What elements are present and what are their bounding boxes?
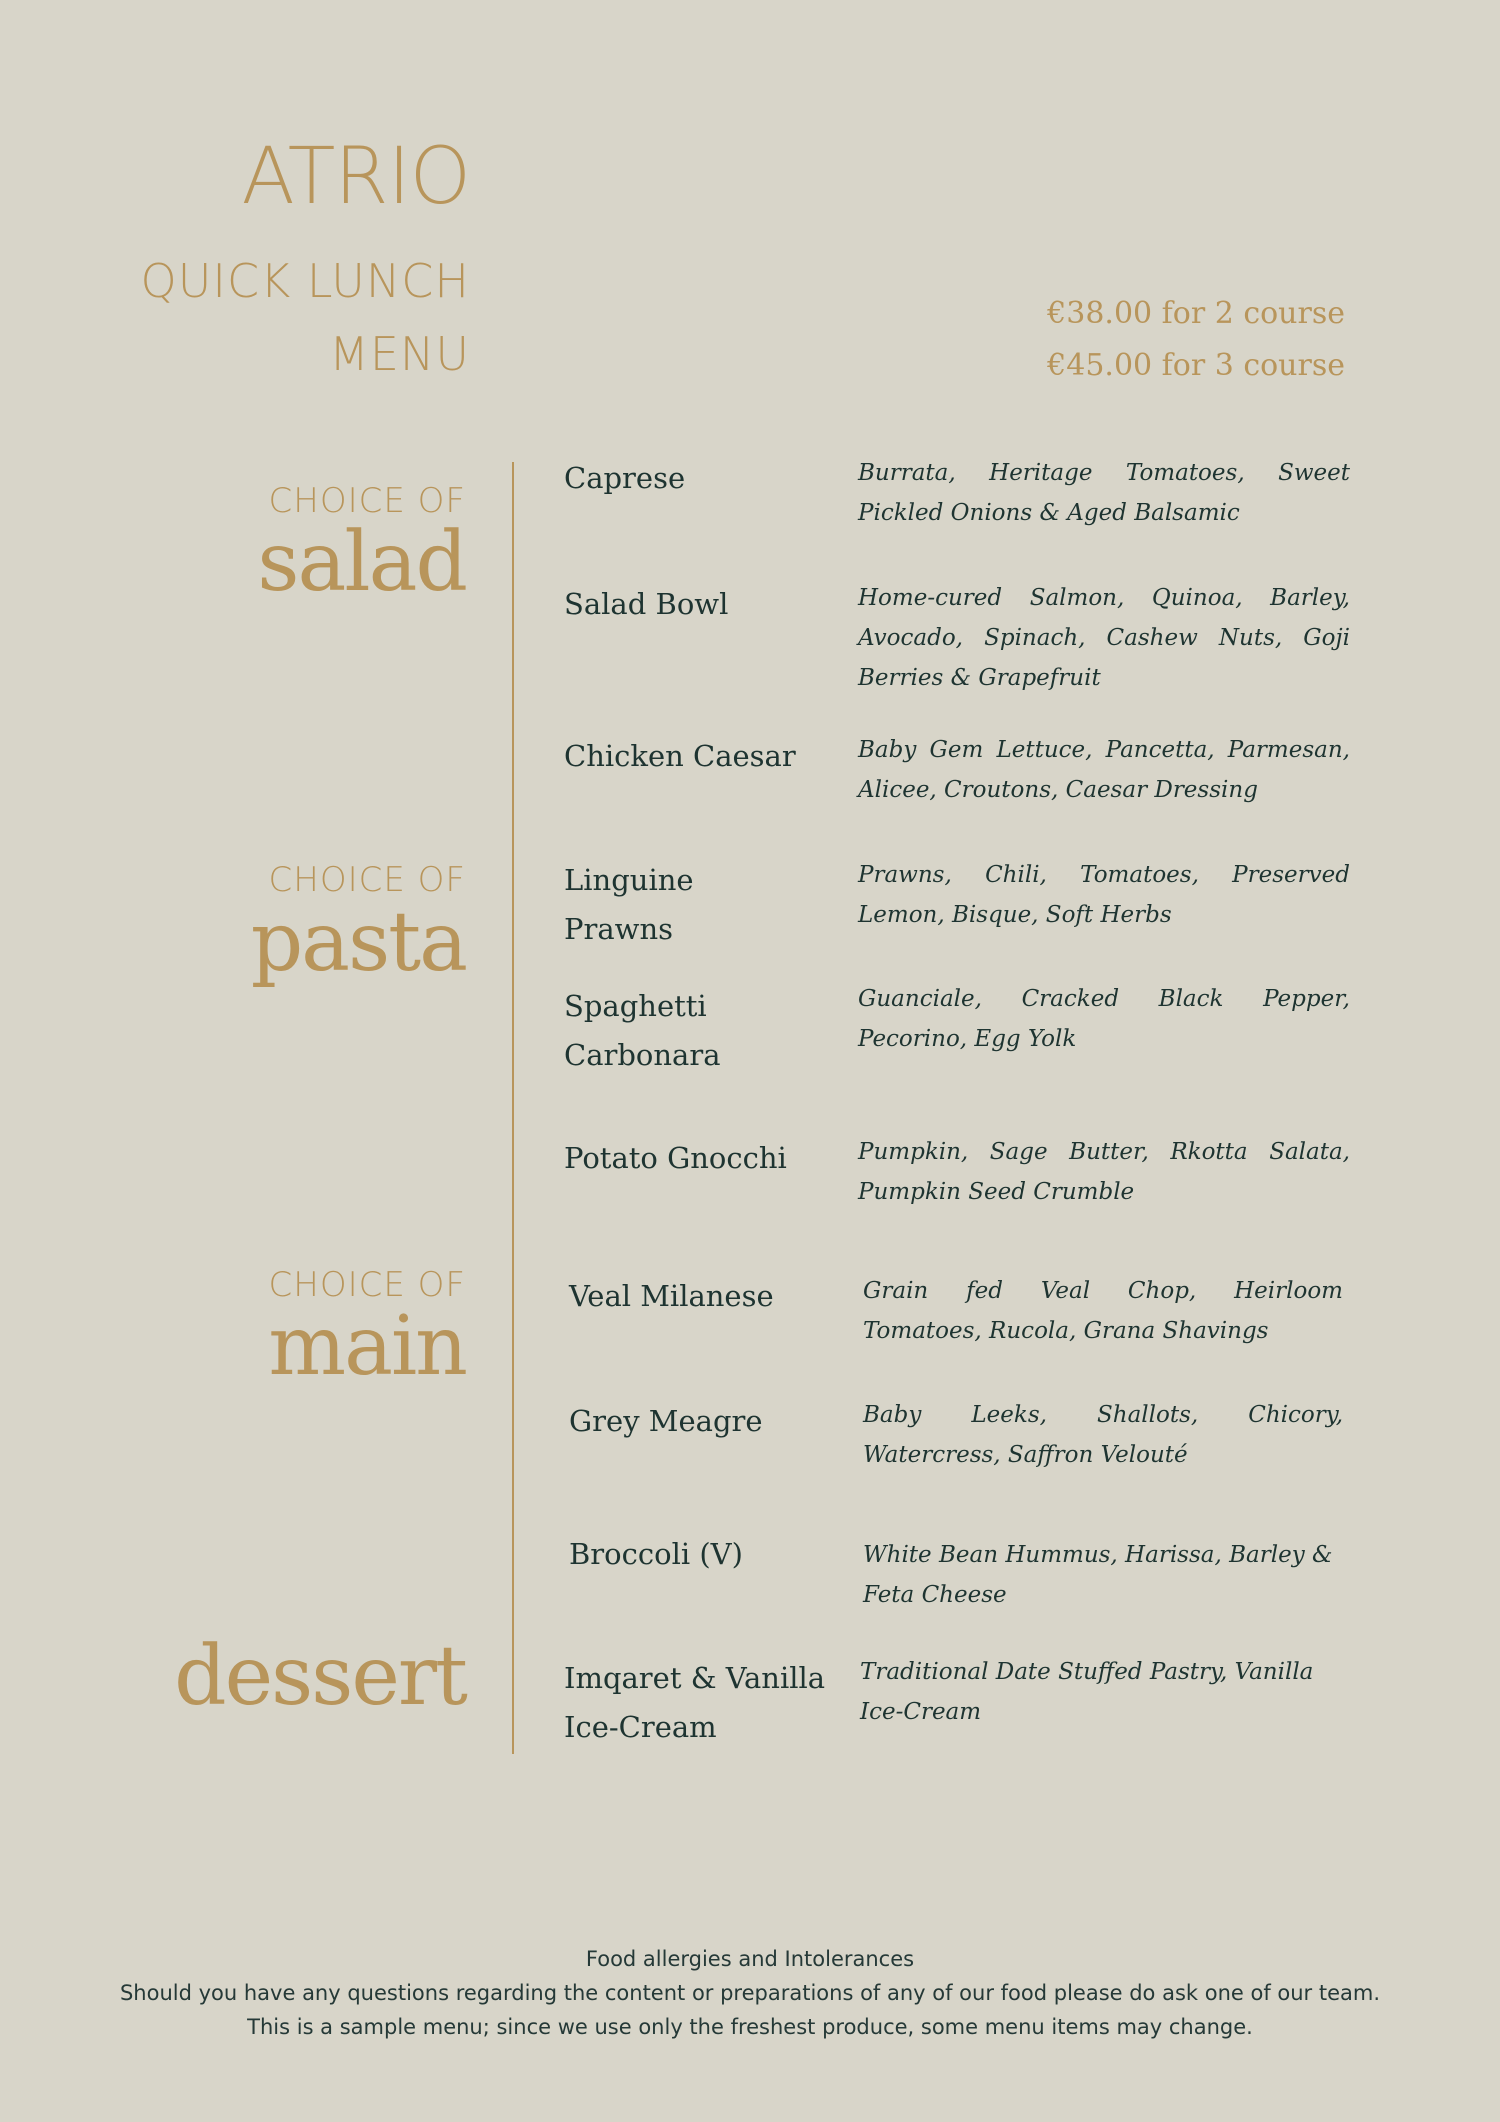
allergy-heading: Food allergies and Intolerances bbox=[585, 1947, 915, 1971]
dish-description: White Bean Hummus, Harissa, Barley & Feta Cheese bbox=[863, 1542, 1333, 1608]
dish-description: Pumpkin, Sage Butter, Rkotta Salata, Pumpkin Seed Crumble bbox=[858, 1139, 1350, 1205]
main-section-title: main bbox=[268, 1299, 466, 1394]
dish-description: Prawns, Chili, Tomatoes, Preserved Lemon, Bisque, Soft Herbs bbox=[858, 862, 1350, 928]
price-three-course: €45.00 for 3 course bbox=[1047, 348, 1345, 383]
salad-section-title: salad bbox=[257, 515, 466, 610]
pasta-section-prefix: CHOICE OF bbox=[268, 860, 466, 900]
menu-subtitle-line1: QUICK LUNCH bbox=[140, 254, 470, 308]
dish-name: Linguine Prawns bbox=[564, 863, 694, 946]
dish-name: Caprese bbox=[564, 461, 686, 495]
main-section-prefix: CHOICE OF bbox=[268, 1265, 466, 1305]
dish-name: Chicken Caesar bbox=[564, 739, 796, 773]
dish-name: Potato Gnocchi bbox=[564, 1141, 787, 1175]
price-two-course: €38.00 for 2 course bbox=[1047, 296, 1345, 331]
dish-description: Baby Leeks, Shallots, Chicory, Watercress, Saffron Velouté bbox=[863, 1402, 1343, 1468]
footer bbox=[0, 1942, 1500, 2044]
dish-name: Grey Meagre bbox=[569, 1404, 763, 1438]
pasta-section-title: pasta bbox=[250, 895, 466, 990]
dish-description: Grain fed Veal Chop, Heirloom Tomatoes, Rucola, Grana Shavings bbox=[863, 1278, 1343, 1344]
dish-name: Spaghetti Carbonara bbox=[564, 989, 721, 1072]
brand-logo: ATRIO bbox=[241, 132, 470, 222]
dish-description: Baby Gem Lettuce, Pancetta, Parmesan, Alicee, Croutons, Caesar Dressing bbox=[858, 737, 1350, 803]
dish-description: Guanciale, Cracked Black Pepper, Pecorino, Egg Yolk bbox=[858, 986, 1350, 1052]
dish-description: Traditional Date Stuffed Pastry, Vanilla Ice-Cream bbox=[860, 1659, 1314, 1725]
salad-section-prefix: CHOICE OF bbox=[268, 481, 466, 521]
sample-menu-note: This is a sample menu; since we use only the freshest produce, some menu items may change. bbox=[247, 2015, 1253, 2039]
dish-description: Burrata, Heritage Tomatoes, Sweet Pickled Onions & Aged Balsamic bbox=[858, 460, 1350, 526]
allergy-note: Should you have any questions regarding the content or preparations of any of our food please do ask one of our team. bbox=[119, 1981, 1381, 2005]
dish-name: Veal Milanese bbox=[569, 1279, 774, 1313]
dessert-section-title: dessert bbox=[174, 1629, 466, 1724]
section-divider bbox=[512, 462, 514, 1754]
dish-description: Home-cured Salmon, Quinoa, Barley, Avocado, Spinach, Cashew Nuts, Goji Berries & Grapefruit bbox=[858, 585, 1350, 691]
dish-name: Imqaret & Vanilla Ice-Cream bbox=[564, 1661, 826, 1744]
menu-subtitle-line2: MENU bbox=[329, 327, 470, 381]
dish-name: Salad Bowl bbox=[564, 587, 729, 621]
dish-name: Broccoli (V) bbox=[569, 1537, 743, 1571]
